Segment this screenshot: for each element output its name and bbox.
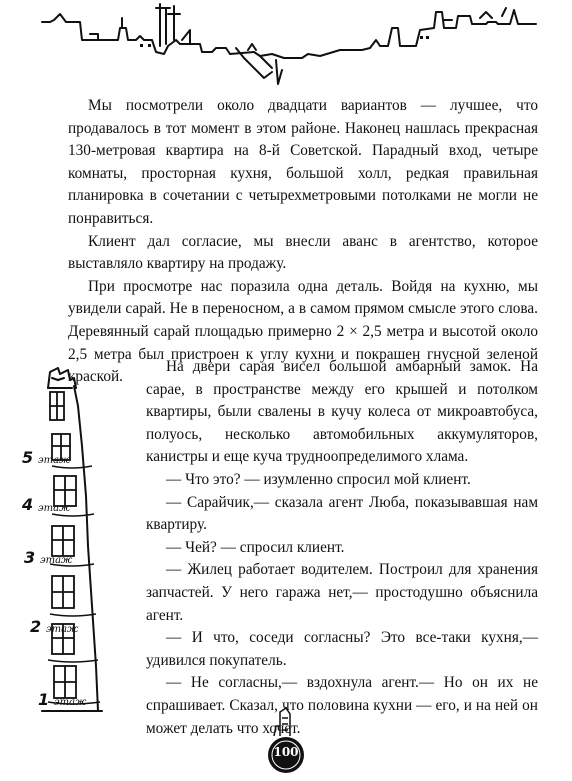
floor-3-label: этаж [40, 555, 73, 566]
floor-2-number: 2 [30, 617, 42, 636]
article-text-side [146, 356, 538, 740]
dialogue-line-1: — Что это? — изумленно спросил мой клиент. [166, 470, 471, 488]
paragraph-1: Мы посмотрели около двадцати вариантов — лучшее, что продавалось в тот момент в этом районе. Наконец нашлась прекрасная 130-метровая квартира на 8-й Советской. Парадный вход, четыре комнаты, просторная кухня, большой холл, редкая правильная планировка в сочетании с четырехметровыми потолками не могли не понравиться. [68, 97, 538, 227]
floor-4-label: этаж [38, 503, 71, 514]
floor-1-number: 1 [38, 690, 50, 709]
building-illustration [12, 366, 124, 718]
dialogue-line-5: — И что, соседи согласны? Это все-таки кухня,— удивился покупатель. [146, 629, 538, 669]
page-number-badge [262, 706, 310, 776]
dialogue-line-2: — Сарайчик,— сказала агент Люба, показывавшая нам квартиру. [146, 493, 538, 534]
floor-4-number: 4 [22, 495, 34, 514]
paragraph-4: На двери сарая висел большой амбарный замок. На сарае, в пространстве между его крышей и потолком квартиры, были свалены в кучу колеса от микроавтобуса, полуось, несколько автомобильных аккумуляторов, канистры и еще куча трудноопределимого хлама. [146, 358, 538, 466]
page-number: 100 [273, 745, 299, 759]
dialogue-line-4: — Жилец работает водителем. Построил для хранения запчастей. У него гаража нет,— простодушно объяснила агент. [146, 561, 538, 624]
floor-5-label: этаж [38, 455, 71, 466]
paragraph-2: Клиент дал согласие, мы внесли аванс в агентство, которое выставляло квартиру на продажу. [68, 232, 538, 273]
dialogue-line-6: — Не согласны,— вздохнула агент.— Но он их не спрашивает. Сказал, что половина кухни — его, и на ней он может делать что хочет. [146, 674, 538, 737]
floor-2-label: этаж [46, 624, 79, 635]
article-text-top [68, 95, 538, 389]
skyline-illustration [40, 0, 540, 92]
floor-1-label: этаж [54, 697, 87, 708]
floor-5-number: 5 [22, 448, 34, 467]
dialogue-line-3: — Чей? — спросил клиент. [166, 538, 345, 556]
paragraph-3: При просмотре нас поразила одна деталь. Войдя на кухню, мы увидели сарай. Не в переносном, а в самом прямом смысле этого слова. Деревянный сарай площадью примерно 2 × 2,5 метра и высотой около 2,5 метра был пристроен к углу кухни и покрашен гнусной зеленой краской. [68, 277, 538, 386]
floor-3-number: 3 [24, 548, 36, 567]
